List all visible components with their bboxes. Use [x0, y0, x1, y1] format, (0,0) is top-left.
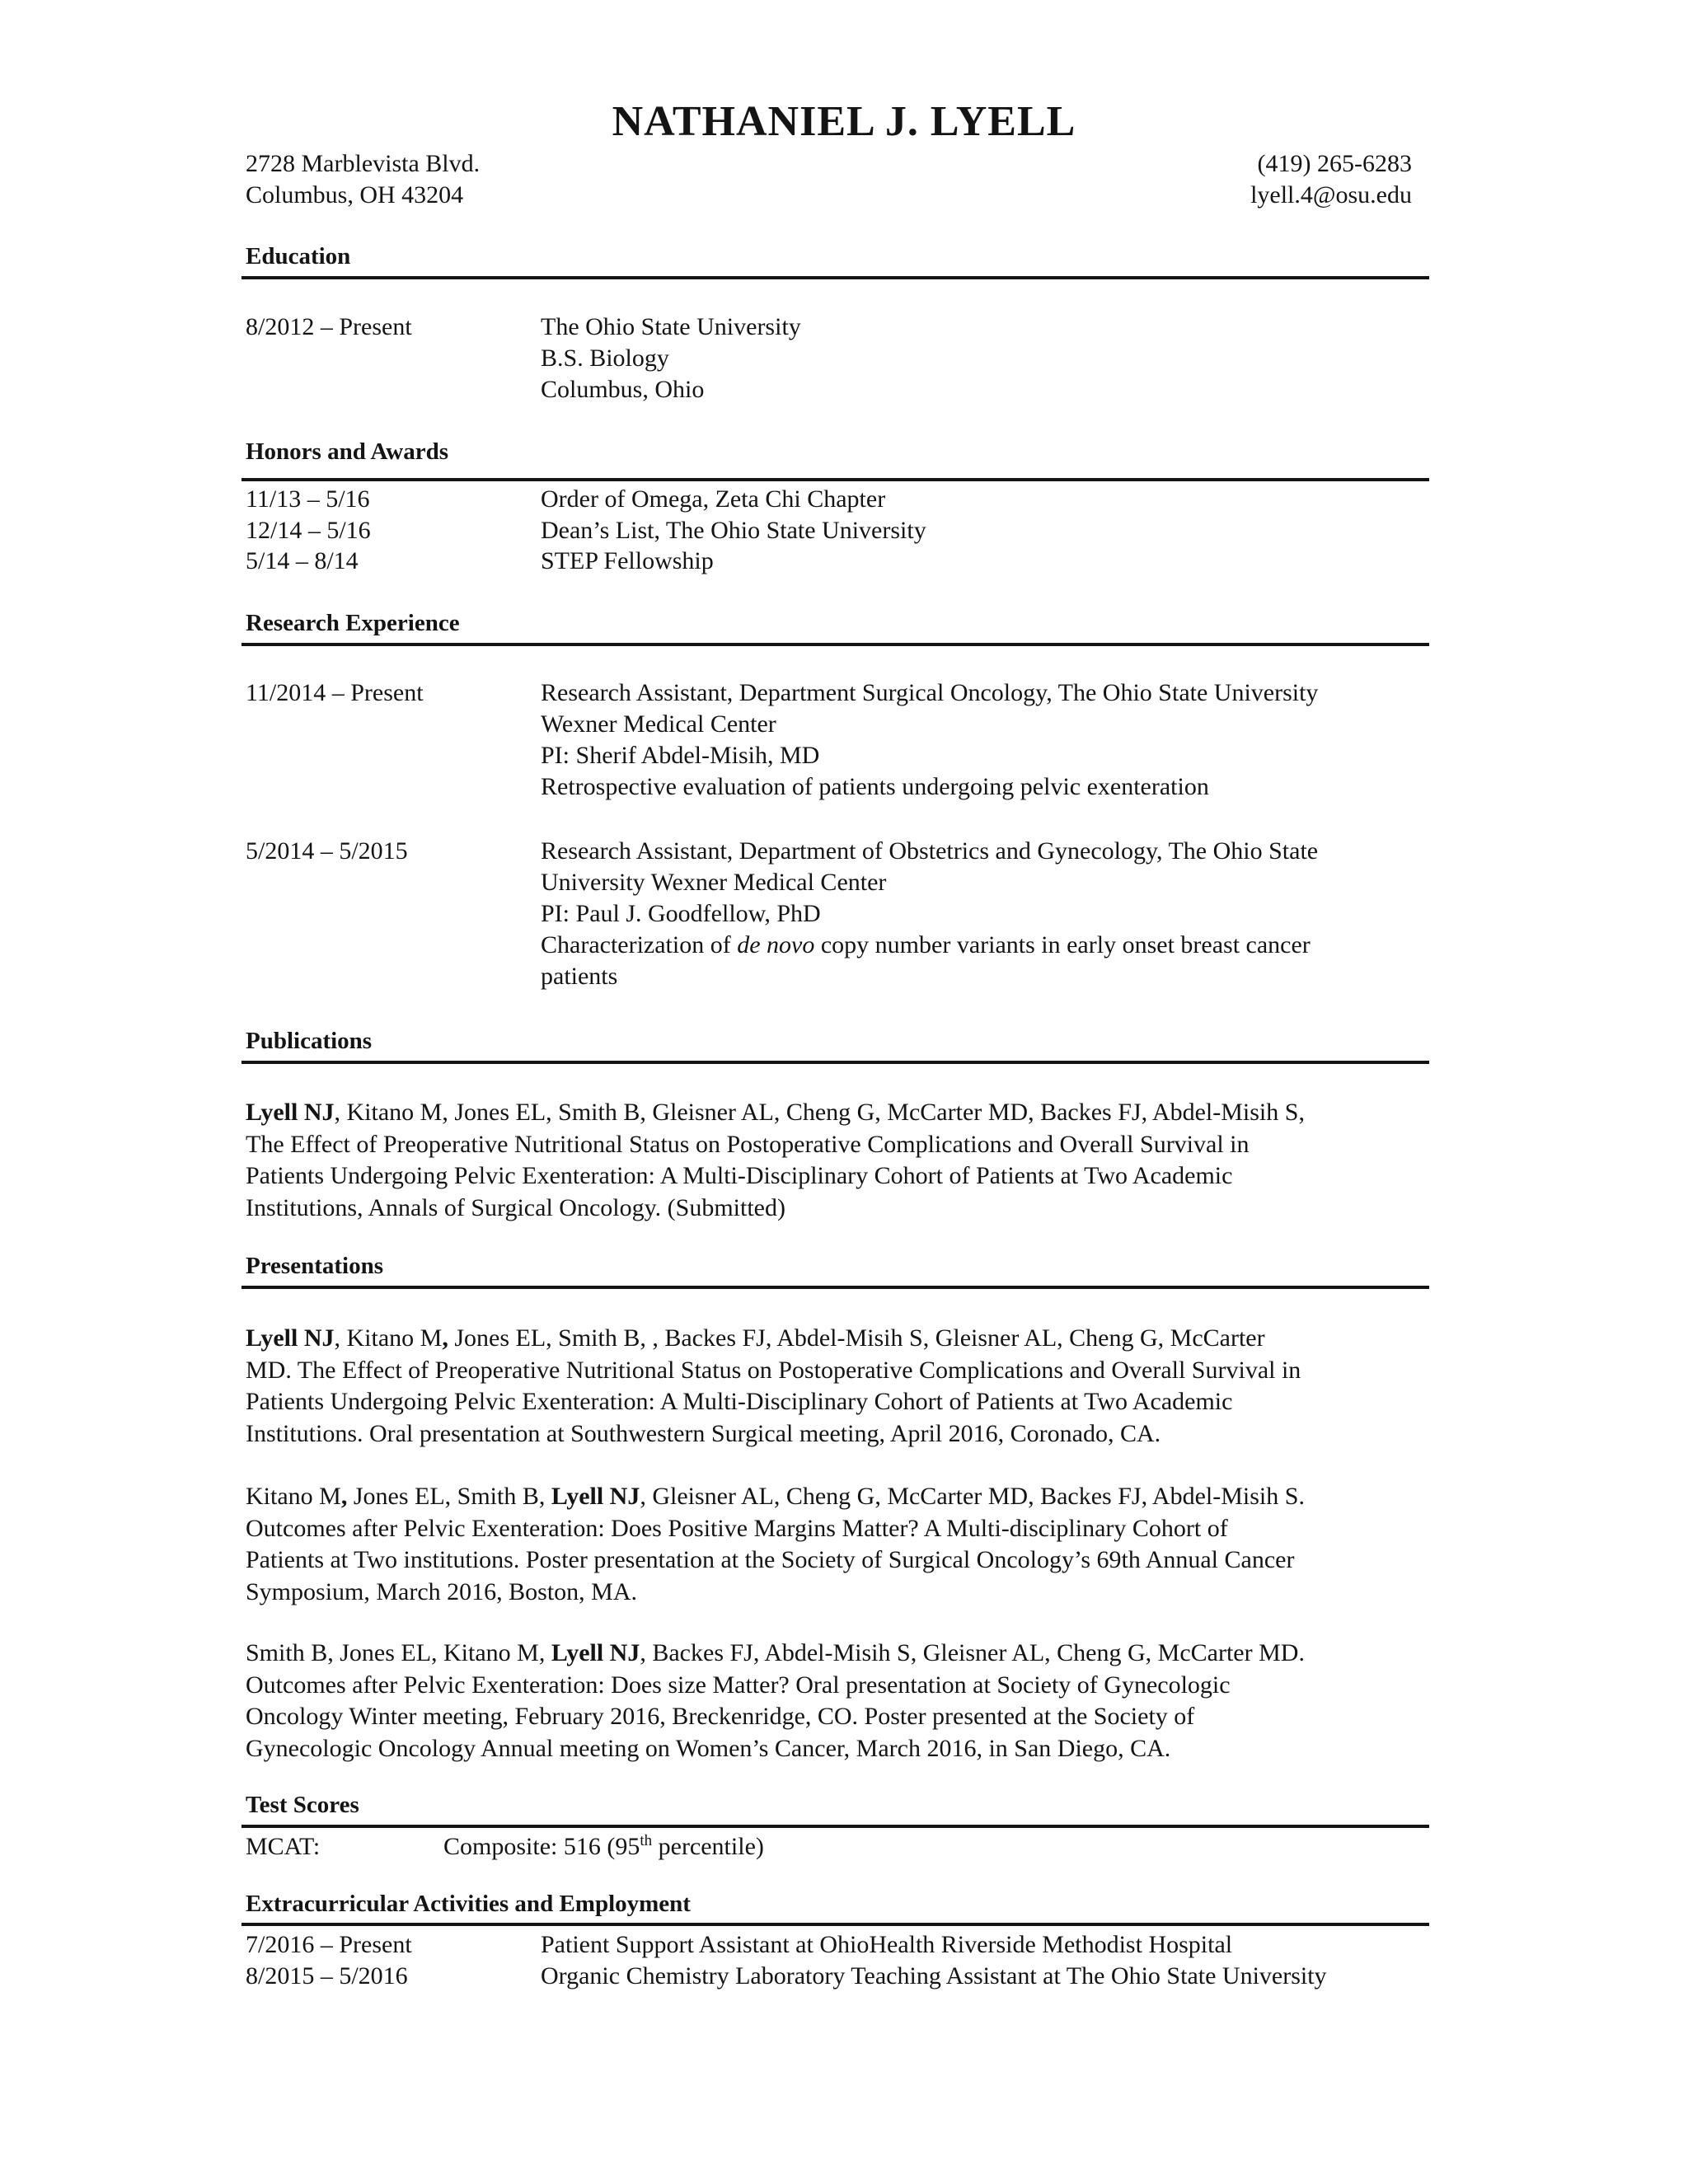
honor-text: STEP Fellowship	[541, 547, 714, 574]
citation-line: Outcomes after Pelvic Exenteration: Does Positive Margins Matter? A Multi-disciplinary Cohort of	[246, 1514, 1228, 1542]
entry-line: University Wexner Medical Center	[541, 869, 887, 896]
activity-text: Organic Chemistry Laboratory Teaching Assistant at The Ohio State University	[541, 1962, 1327, 1990]
section-heading-activities: Extracurricular Activities and Employment	[246, 1891, 691, 1917]
entry-line	[541, 930, 1447, 961]
citation-text: , Kitano M	[334, 1324, 443, 1352]
section-rule	[241, 643, 1429, 646]
entry-line: PI: Paul J. Goodfellow, PhD	[541, 900, 821, 927]
degree: B.S. Biology	[541, 344, 669, 372]
citation-line	[246, 1323, 1441, 1355]
test-score-value	[443, 1831, 764, 1863]
citation-text: , Gleisner AL, Cheng G, McCarter MD, Backes FJ, Abdel-Misih S.	[640, 1483, 1305, 1510]
activity-text: Patient Support Assistant at OhioHealth Riverside Methodist Hospital	[541, 1931, 1233, 1958]
citation-line: Outcomes after Pelvic Exenteration: Does size Matter? Oral presentation at Society of Gynecologic	[246, 1671, 1231, 1699]
citation-line: Oncology Winter meeting, February 2016, Breckenridge, CO. Poster presented at the Society of	[246, 1703, 1195, 1730]
score-text: percentile)	[652, 1833, 764, 1860]
entry-content	[541, 677, 1447, 803]
section-heading-test-scores: Test Scores	[246, 1792, 359, 1818]
entry-content	[541, 312, 1447, 405]
entry-line: Wexner Medical Center	[541, 710, 776, 738]
entry-text: copy number variants in early onset breast cancer	[814, 931, 1311, 958]
test-label: MCAT:	[246, 1833, 321, 1860]
citation-line: Institutions. Oral presentation at Southwestern Surgical meeting, April 2016, Coronado, CA.	[246, 1419, 1161, 1447]
author-highlight: Lyell NJ	[551, 1639, 640, 1666]
section-heading-presentations: Presentations	[246, 1253, 384, 1279]
citation-text: Jones EL, Smith B, , Backes FJ, Abdel-Misih S, Gleisner AL, Cheng G, McCarter	[448, 1324, 1265, 1352]
section-heading-research: Research Experience	[246, 610, 460, 636]
section-heading-publications: Publications	[246, 1028, 373, 1054]
entry-date: 11/13 – 5/16	[246, 485, 370, 513]
entry-text: Characterization of	[541, 931, 738, 958]
section-rule	[241, 478, 1429, 481]
entry-date: 7/2016 – Present	[246, 1931, 412, 1958]
italic-term: de novo	[737, 931, 815, 958]
entry-date: 12/14 – 5/16	[246, 517, 371, 544]
bold-comma: ,	[340, 1483, 348, 1510]
citation-text: , Backes FJ, Abdel-Misih S, Gleisner AL, Cheng G, McCarter MD.	[640, 1639, 1305, 1666]
school-location: Columbus, Ohio	[541, 376, 705, 403]
address-block	[246, 148, 480, 211]
bold-comma: ,	[442, 1324, 448, 1352]
contact-block	[1250, 148, 1412, 211]
citation-line: The Effect of Preoperative Nutritional Status on Postoperative Complications and Overall Survival in	[246, 1130, 1250, 1158]
entry-date: 11/2014 – Present	[246, 679, 424, 706]
citation-line: Patients at Two institutions. Poster presentation at the Society of Surgical Oncology’s 69th Annual Cancer	[246, 1546, 1295, 1573]
entry-date: 8/2012 – Present	[246, 313, 412, 340]
presentation-entry	[246, 1323, 1441, 1450]
author-highlight: Lyell NJ	[551, 1483, 640, 1510]
citation-text: Kitano M	[246, 1483, 341, 1510]
citation-text: Jones EL, Smith B,	[347, 1483, 551, 1510]
citation-line: MD. The Effect of Preoperative Nutritional Status on Postoperative Complications and Overall Survival in	[246, 1356, 1301, 1384]
entry-line: Retrospective evaluation of patients undergoing pelvic exenteration	[541, 773, 1209, 800]
citation-text: , Kitano M, Jones EL, Smith B, Gleisner AL, Cheng G, McCarter MD, Backes FJ, Abdel-Misih S,	[334, 1099, 1305, 1126]
entry-date: 8/2015 – 5/2016	[246, 1962, 408, 1990]
author-highlight: Lyell NJ	[246, 1099, 335, 1126]
citation-line	[246, 1481, 1441, 1513]
entry-date: 5/14 – 8/14	[246, 547, 359, 574]
address-line-2: Columbus, OH 43204	[246, 181, 464, 209]
citation-line: Patients Undergoing Pelvic Exenteration: A Multi-Disciplinary Cohort of Patients at Two Academic	[246, 1162, 1233, 1189]
entry-line: Research Assistant, Department Surgical Oncology, The Ohio State University	[541, 679, 1319, 706]
entry-line: patients	[541, 963, 618, 990]
resume-name: NATHANIEL J. LYELL	[612, 98, 1076, 145]
ordinal-suffix: th	[640, 1832, 653, 1849]
email-address: lyell.4@osu.edu	[1250, 181, 1412, 209]
phone-number: (419) 265-6283	[1257, 150, 1412, 177]
citation-line: Institutions, Annals of Surgical Oncology. (Submitted)	[246, 1193, 785, 1221]
section-rule	[241, 1061, 1429, 1064]
citation-line: Gynecologic Oncology Annual meeting on Women’s Cancer, March 2016, in San Diego, CA.	[246, 1734, 1171, 1762]
publication-entry	[246, 1097, 1441, 1224]
school-name: The Ohio State University	[541, 313, 801, 340]
entry-date: 5/2014 – 5/2015	[246, 837, 408, 865]
entry-content	[541, 836, 1447, 992]
score-text: Composite: 516 (95	[443, 1833, 640, 1860]
section-rule	[241, 1923, 1429, 1926]
citation-line	[246, 1638, 1441, 1670]
citation-text: Smith B, Jones EL, Kitano M,	[246, 1639, 551, 1666]
section-heading-education: Education	[246, 243, 351, 269]
citation-line: Patients Undergoing Pelvic Exenteration: A Multi-Disciplinary Cohort of Patients at Two Academic	[246, 1388, 1233, 1415]
author-highlight: Lyell NJ	[246, 1324, 335, 1352]
section-rule	[241, 1825, 1429, 1828]
entry-line: PI: Sherif Abdel-Misih, MD	[541, 742, 820, 769]
presentation-entry	[246, 1638, 1441, 1765]
address-line-1: 2728 Marblevista Blvd.	[246, 150, 481, 177]
honor-text: Dean’s List, The Ohio State University	[541, 517, 926, 544]
section-rule	[241, 276, 1429, 279]
citation-line	[246, 1097, 1441, 1129]
presentation-entry	[246, 1481, 1441, 1608]
honor-text: Order of Omega, Zeta Chi Chapter	[541, 485, 886, 513]
citation-line: Symposium, March 2016, Boston, MA.	[246, 1577, 638, 1605]
section-rule	[241, 1286, 1429, 1289]
entry-line: Research Assistant, Department of Obstetrics and Gynecology, The Ohio State	[541, 837, 1319, 865]
section-heading-honors: Honors and Awards	[246, 438, 449, 465]
